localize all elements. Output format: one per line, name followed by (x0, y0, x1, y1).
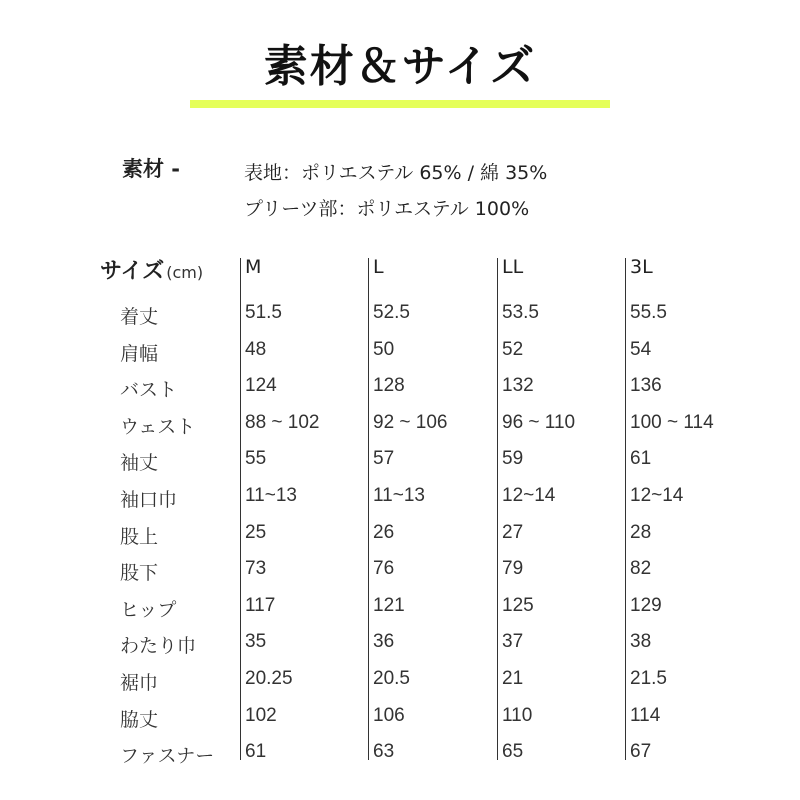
table-cell: 51.5 (245, 302, 282, 323)
table-cell: 20.5 (373, 668, 410, 689)
table-cell: 36 (373, 631, 395, 653)
table-cell: 11~13 (245, 485, 297, 506)
table-cell: 125 (502, 594, 534, 616)
page-title: 素材＆サイズ (263, 41, 537, 92)
table-cell: 26 (373, 521, 395, 543)
table-cell: 121 (373, 594, 405, 616)
table-cell: 37 (502, 631, 524, 653)
table-cell: 88 ~ 102 (245, 411, 320, 433)
table-cell: 73 (245, 558, 267, 580)
material-label: 素材 - (122, 157, 181, 181)
table-cell: 63 (373, 741, 395, 763)
size-column-header: M (245, 256, 262, 278)
table-cell: 79 (502, 558, 524, 580)
table-cell: 106 (373, 704, 405, 726)
table-cell: 132 (502, 375, 534, 397)
row-label: 袖丈 (120, 452, 159, 475)
size-column-header: L (373, 256, 384, 278)
material-line-outer: 表地：ポリエステル 65% / 綿 35% (244, 162, 548, 184)
table-cell: 21 (502, 668, 524, 689)
table-cell: 76 (373, 558, 395, 580)
table-cell: 61 (630, 448, 652, 470)
table-cell: 54 (630, 338, 652, 360)
row-label: 袖口巾 (120, 489, 178, 511)
row-label: 脇丈 (120, 708, 159, 731)
row-label: バスト (120, 379, 178, 402)
title-underline (190, 100, 610, 108)
size-column-header: 3L (630, 256, 653, 278)
table-cell: 21.5 (630, 668, 667, 689)
table-cell: 114 (630, 704, 661, 726)
table-cell: 12~14 (630, 485, 684, 506)
table-cell: 38 (630, 631, 652, 653)
column-divider (240, 258, 241, 760)
row-label: 肩幅 (120, 342, 159, 365)
column-divider (625, 258, 626, 760)
table-cell: 61 (245, 741, 267, 763)
table-cell: 27 (502, 521, 524, 543)
table-cell: 12~14 (502, 485, 556, 506)
table-cell: 100 ~ 114 (630, 411, 714, 433)
row-label: ファスナー (120, 745, 215, 768)
table-cell: 52 (502, 338, 524, 360)
table-cell: 92 ~ 106 (373, 411, 448, 433)
table-cell: 124 (245, 375, 277, 397)
table-cell: 11~13 (373, 485, 425, 506)
column-divider (368, 258, 369, 760)
table-cell: 35 (245, 631, 267, 653)
table-cell: 53.5 (502, 302, 539, 323)
row-label: ウェスト (120, 415, 196, 438)
size-column-header: LL (502, 256, 524, 278)
table-cell: 28 (630, 521, 652, 543)
table-cell: 48 (245, 338, 267, 360)
size-table-header (100, 254, 203, 285)
table-cell: 110 (502, 704, 533, 726)
row-label: 股上 (120, 525, 159, 548)
size-header-label: サイズ (100, 259, 165, 284)
column-divider (497, 258, 498, 760)
table-cell: 65 (502, 741, 524, 763)
table-cell: 117 (245, 594, 276, 616)
row-label: 着丈 (120, 306, 159, 328)
table-cell: 20.25 (245, 668, 293, 689)
row-label: 裾巾 (120, 672, 159, 694)
material-line-pleats: プリーツ部：ポリエステル 100% (244, 198, 530, 220)
row-label: ヒップ (120, 598, 177, 621)
size-header-unit: (cm) (166, 263, 204, 282)
table-cell: 25 (245, 521, 267, 543)
table-cell: 55.5 (630, 302, 667, 323)
table-cell: 50 (373, 338, 395, 360)
row-label: 股下 (120, 562, 159, 585)
table-cell: 67 (630, 741, 652, 763)
table-cell: 59 (502, 448, 524, 470)
table-cell: 57 (373, 448, 395, 470)
table-cell: 128 (373, 375, 405, 397)
table-cell: 55 (245, 448, 267, 470)
row-label: わたり巾 (120, 635, 197, 658)
table-cell: 96 ~ 110 (502, 411, 576, 433)
table-cell: 52.5 (373, 302, 410, 323)
table-cell: 82 (630, 558, 652, 580)
table-cell: 102 (245, 704, 277, 726)
table-cell: 129 (630, 594, 662, 616)
table-cell: 136 (630, 375, 662, 397)
